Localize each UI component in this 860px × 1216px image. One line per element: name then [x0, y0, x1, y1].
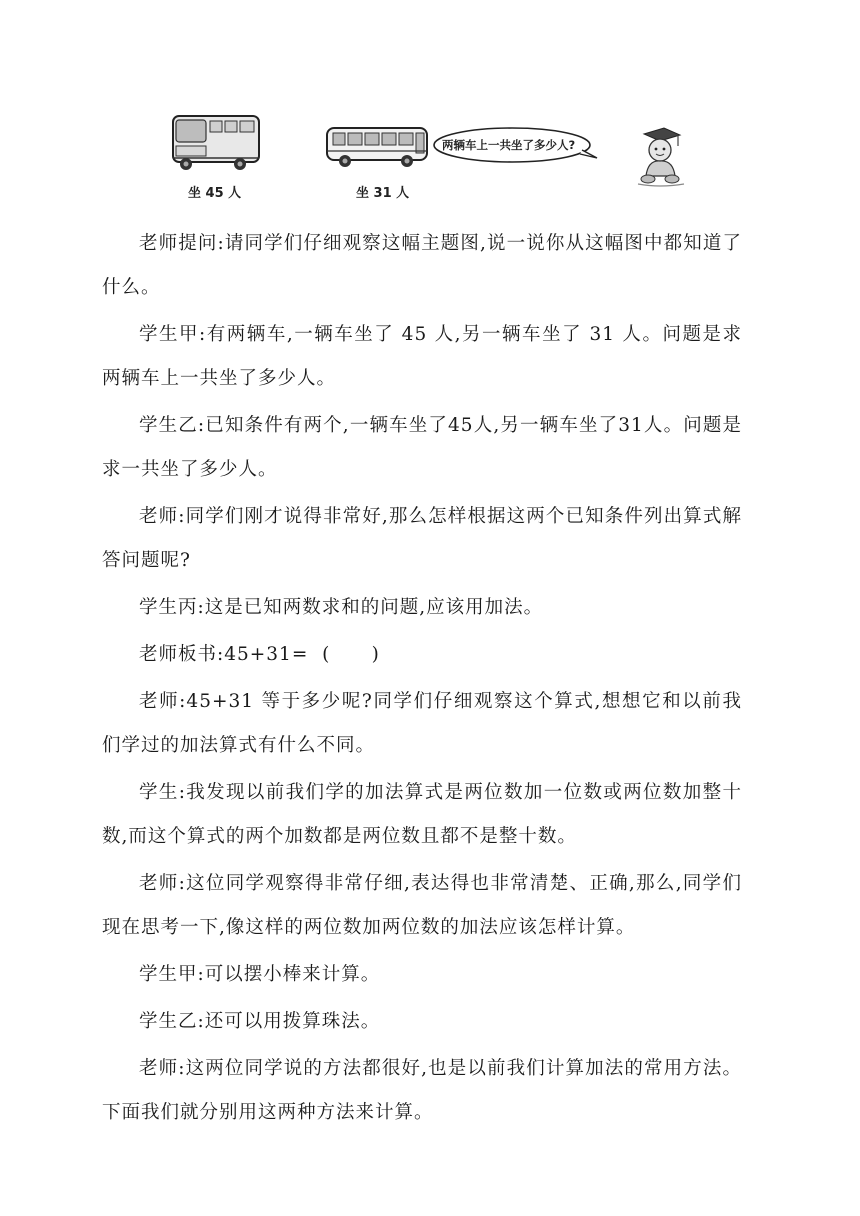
bus2-caption: 坐 31 人: [356, 186, 410, 201]
lesson-dialogue: [102, 222, 742, 1138]
paragraph-teacher: 老师:这位同学观察得非常仔细,表达得也非常清楚、正确,那么,同学们现在思考一下,像这样的两位数加两位数的加法应该怎样计算。: [102, 873, 742, 938]
paragraph-student-a: 学生甲:有两辆车,一辆车坐了 45 人,另一辆车坐了 31 人。问题是求两辆车上一共坐了多少人。: [102, 324, 742, 389]
paragraph-student-c: 学生丙:这是已知两数求和的问题,应该用加法。: [139, 597, 544, 618]
paragraph-teacher: 老师:同学们刚才说得非常好,那么怎样根据这两个已知条件列出算式解答问题呢?: [102, 506, 742, 571]
theme-illustration: [160, 108, 720, 208]
paragraph-student: 学生:我发现以前我们学的加法算式是两位数加一位数或两位数加整十数,而这个算式的两个加数都是两位数且都不是整十数。: [102, 782, 742, 847]
paragraph-student-b: 学生乙:已知条件有两个,一辆车坐了45人,另一辆车坐了31人。问题是求一共坐了多少人。: [102, 415, 742, 480]
bus-front-illustration: [170, 112, 262, 172]
paragraph-student-a: 学生甲:可以摆小棒来计算。: [139, 964, 381, 985]
bus-side-illustration: [325, 124, 429, 170]
paragraph-student-b: 学生乙:还可以用拨算珠法。: [139, 1011, 381, 1032]
bus1-caption: 坐 45 人: [188, 186, 242, 201]
speech-bubble-text: 两辆车上一共坐了多少人?: [442, 138, 576, 152]
student-character-illustration: [630, 126, 690, 188]
paragraph-teacher: 老师:这两位同学说的方法都很好,也是以前我们计算加法的常用方法。下面我们就分别用这两种方法来计算。: [102, 1058, 742, 1123]
paragraph-teacher-question: 老师提问:请同学们仔细观察这幅主题图,说一说你从这幅图中都知道了什么。: [102, 233, 742, 298]
paragraph-teacher: 老师:45+31 等于多少呢?同学们仔细观察这个算式,想想它和以前我们学过的加法算式有什么不同。: [102, 691, 742, 756]
paragraph-board-writing: 老师板书:45+31= ( ): [139, 644, 380, 665]
